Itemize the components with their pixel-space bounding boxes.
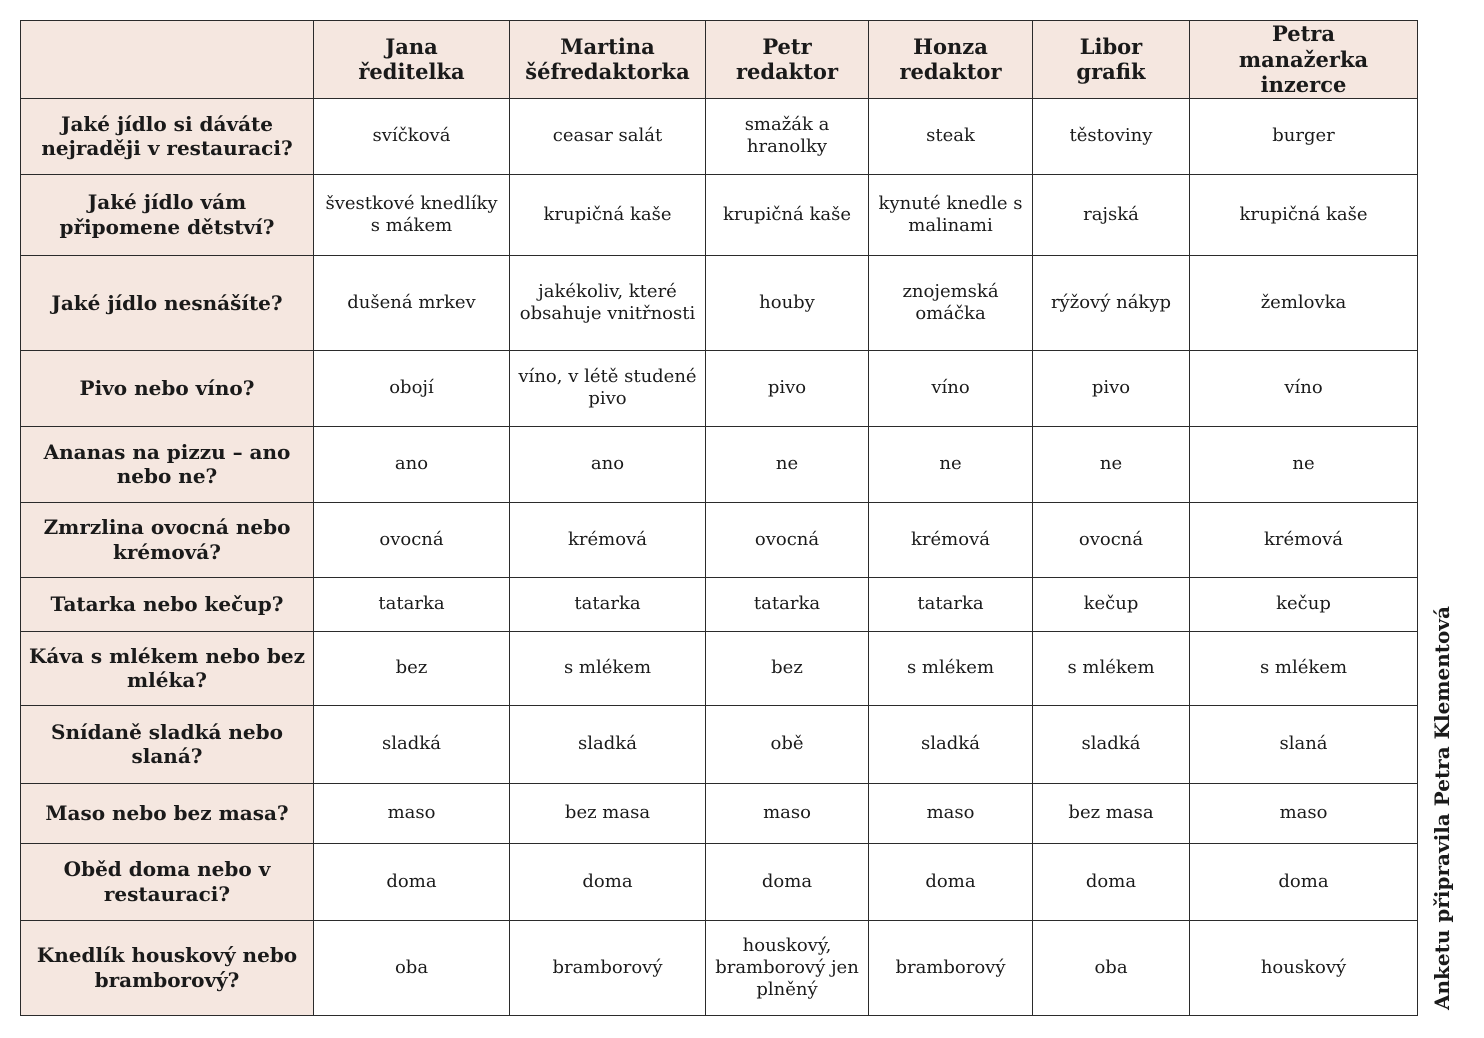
answer-cell: ovocná — [314, 502, 510, 577]
person-role: manažerka inzerce — [1238, 46, 1369, 98]
table-row — [21, 920, 1418, 1015]
person-header-petra — [1190, 21, 1418, 99]
answer-cell: krupičná kaše — [510, 174, 706, 255]
table-row — [21, 705, 1418, 783]
table-row — [21, 98, 1418, 174]
answer-cell: houskový — [1190, 920, 1418, 1015]
answer-cell: bramborový — [510, 920, 706, 1015]
answer-cell: sladká — [510, 705, 706, 783]
answer-cell: bez — [314, 631, 510, 705]
table-row — [21, 577, 1418, 631]
answer-cell: maso — [1190, 783, 1418, 843]
question-cell: Pivo nebo víno? — [21, 350, 314, 426]
person-role: redaktor — [899, 59, 1002, 85]
answer-cell: doma — [869, 843, 1033, 920]
person-role: ředitelka — [358, 59, 465, 85]
question-cell: Knedlík houskový nebo bramborový? — [21, 920, 314, 1015]
person-name: Petra — [1272, 21, 1335, 46]
table-row — [21, 783, 1418, 843]
answer-cell: víno — [869, 350, 1033, 426]
answer-cell: houby — [706, 255, 869, 350]
person-role: šéfredaktorka — [525, 59, 690, 85]
answer-cell: tatarka — [510, 577, 706, 631]
person-header-honza — [869, 21, 1033, 99]
answer-cell: doma — [314, 843, 510, 920]
author-caption: Anketu připravila Petra Klementová — [1430, 606, 1454, 1010]
answer-cell: sladká — [1033, 705, 1190, 783]
answer-cell: ne — [1033, 426, 1190, 502]
answer-cell: ano — [314, 426, 510, 502]
answer-cell: s mlékem — [869, 631, 1033, 705]
question-cell: Zmrzlina ovocná nebo krémová? — [21, 502, 314, 577]
question-cell: Tatarka nebo kečup? — [21, 577, 314, 631]
answer-cell: znojemská omáčka — [869, 255, 1033, 350]
answer-cell: slaná — [1190, 705, 1418, 783]
survey-table — [20, 20, 1418, 1016]
answer-cell: kečup — [1033, 577, 1190, 631]
person-name: Libor — [1079, 33, 1143, 59]
table-row — [21, 255, 1418, 350]
question-cell: Snídaně sladká nebo slaná? — [21, 705, 314, 783]
answer-cell: ano — [510, 426, 706, 502]
question-cell: Oběd doma nebo v restauraci? — [21, 843, 314, 920]
survey-body — [21, 98, 1418, 1015]
answer-cell: doma — [1190, 843, 1418, 920]
person-name: Honza — [913, 33, 988, 59]
answer-cell: rajská — [1033, 174, 1190, 255]
answer-cell: bez — [706, 631, 869, 705]
question-cell: Jaké jídlo nesnášíte? — [21, 255, 314, 350]
answer-cell: žemlovka — [1190, 255, 1418, 350]
answer-cell: tatarka — [706, 577, 869, 631]
answer-cell: oba — [1033, 920, 1190, 1015]
answer-cell: sladká — [869, 705, 1033, 783]
answer-cell: obě — [706, 705, 869, 783]
header-row — [21, 21, 1418, 99]
answer-cell: smažák a hranolky — [706, 98, 869, 174]
answer-cell: bez masa — [510, 783, 706, 843]
person-role: grafik — [1076, 59, 1146, 85]
table-row — [21, 631, 1418, 705]
question-cell: Jaké jídlo si dáváte nejraději v restauraci? — [21, 98, 314, 174]
person-name: Martina — [560, 33, 655, 59]
answer-cell: krupičná kaše — [706, 174, 869, 255]
person-role: redaktor — [735, 59, 839, 85]
table-row — [21, 350, 1418, 426]
answer-cell: krupičná kaše — [1190, 174, 1418, 255]
corner-cell — [21, 21, 314, 99]
answer-cell: s mlékem — [510, 631, 706, 705]
table-row — [21, 502, 1418, 577]
person-name: Petr — [762, 33, 812, 59]
answer-cell: ovocná — [706, 502, 869, 577]
answer-cell: tatarka — [869, 577, 1033, 631]
answer-cell: krémová — [869, 502, 1033, 577]
answer-cell: švestkové knedlíky s mákem — [314, 174, 510, 255]
question-cell: Jaké jídlo vám připomene dětství? — [21, 174, 314, 255]
question-cell: Maso nebo bez masa? — [21, 783, 314, 843]
answer-cell: tatarka — [314, 577, 510, 631]
answer-cell: maso — [869, 783, 1033, 843]
person-name: Jana — [385, 33, 438, 59]
answer-cell: dušená mrkev — [314, 255, 510, 350]
answer-cell: víno, v létě studené pivo — [510, 350, 706, 426]
answer-cell: s mlékem — [1190, 631, 1418, 705]
answer-cell: doma — [510, 843, 706, 920]
answer-cell: kečup — [1190, 577, 1418, 631]
answer-cell: maso — [314, 783, 510, 843]
answer-cell: ceasar salát — [510, 98, 706, 174]
answer-cell: houskový, bramborový jen plněný — [706, 920, 869, 1015]
answer-cell: obojí — [314, 350, 510, 426]
answer-cell: pivo — [1033, 350, 1190, 426]
question-cell: Káva s mlékem nebo bez mléka? — [21, 631, 314, 705]
answer-cell: bez masa — [1033, 783, 1190, 843]
table-row — [21, 843, 1418, 920]
answer-cell: oba — [314, 920, 510, 1015]
person-header-martina — [510, 21, 706, 99]
answer-cell: svíčková — [314, 98, 510, 174]
table-row — [21, 426, 1418, 502]
answer-cell: těstoviny — [1033, 98, 1190, 174]
answer-cell: ne — [706, 426, 869, 502]
answer-cell: krémová — [510, 502, 706, 577]
answer-cell: doma — [706, 843, 869, 920]
answer-cell: víno — [1190, 350, 1418, 426]
answer-cell: bramborový — [869, 920, 1033, 1015]
answer-cell: pivo — [706, 350, 869, 426]
answer-cell: steak — [869, 98, 1033, 174]
answer-cell: burger — [1190, 98, 1418, 174]
answer-cell: ne — [1190, 426, 1418, 502]
question-cell: Ananas na pizzu – ano nebo ne? — [21, 426, 314, 502]
person-header-jana — [314, 21, 510, 99]
answer-cell: ne — [869, 426, 1033, 502]
person-header-libor — [1033, 21, 1190, 99]
answer-cell: kynuté knedle s malinami — [869, 174, 1033, 255]
answer-cell: doma — [1033, 843, 1190, 920]
answer-cell: s mlékem — [1033, 631, 1190, 705]
answer-cell: krémová — [1190, 502, 1418, 577]
table-row — [21, 174, 1418, 255]
answer-cell: ovocná — [1033, 502, 1190, 577]
answer-cell: jakékoliv, které obsahuje vnitřnosti — [510, 255, 706, 350]
answer-cell: rýžový nákyp — [1033, 255, 1190, 350]
answer-cell: maso — [706, 783, 869, 843]
person-header-petr — [706, 21, 869, 99]
answer-cell: sladká — [314, 705, 510, 783]
